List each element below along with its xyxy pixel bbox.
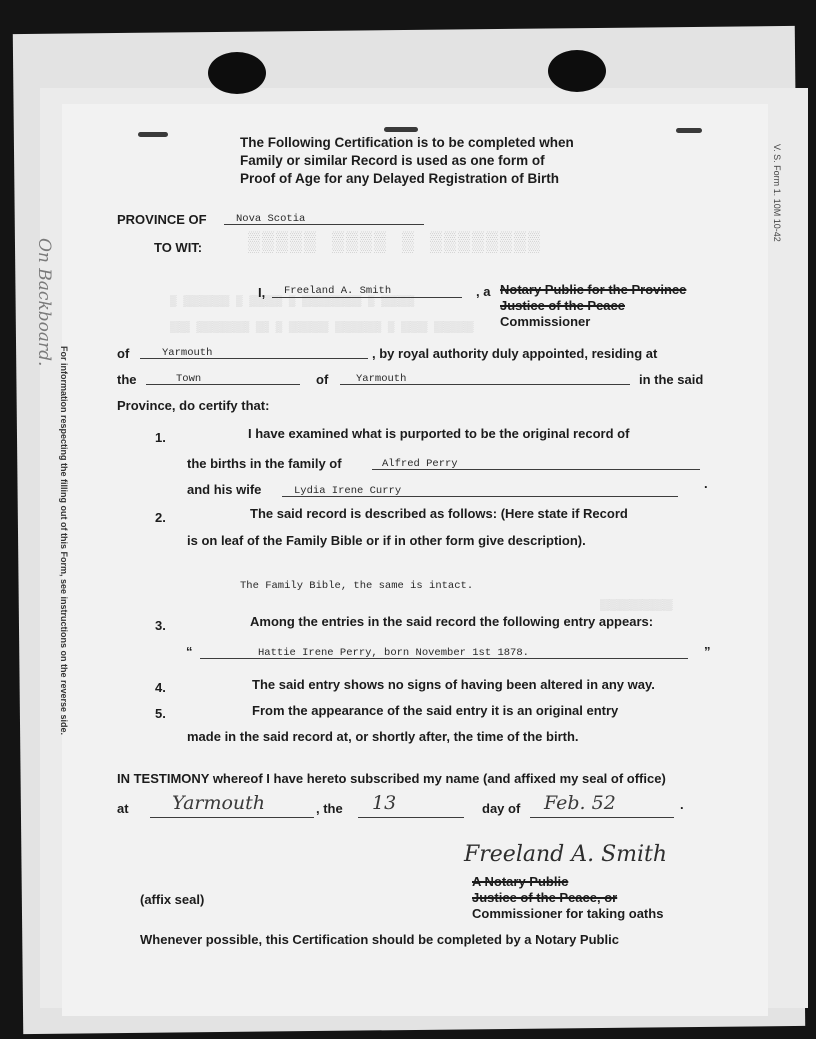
of-underline [140,358,368,359]
record-description: The Family Bible, the same is intact. [240,580,474,592]
title-justice-struck: Justice of the Peace [500,298,625,313]
item-4-text: The said entry shows no signs of having been altered in any way. [252,677,655,692]
heading-line: The Following Certification is to be completed when [240,135,574,150]
item-number-1: 1. [155,430,166,445]
sig-title-notary-struck: A Notary Public [472,874,569,889]
certifier-name: Freeland A. Smith [284,285,392,297]
clip-mark [138,132,168,137]
item-5-line-2: made in the said record at, or shortly after, the time of the birth. [187,729,579,744]
heading-line: Family or similar Record is used as one form of [240,153,545,168]
form-heading [240,134,574,188]
title-commissioner: Commissioner [500,314,591,329]
i-label: I, [258,285,266,300]
entry-underline [200,658,688,659]
item-number-4: 4. [155,680,166,695]
punch-hole-left [208,52,266,94]
at-place-handwritten: Yarmouth [172,792,266,814]
mother-name: Lydia Irene Curry [294,485,402,497]
item-3-text: Among the entries in the said record the following entry appears: [250,614,654,629]
clip-mark [384,127,418,132]
heading-line: Proof of Age for any Delayed Registration of Birth [240,171,560,186]
in-the-said-text: in the said [639,372,704,387]
of-value: Yarmouth [162,347,213,359]
of2-underline [340,384,630,385]
a-label: , a [476,284,491,299]
of-label: of [117,346,130,361]
day-underline [358,817,464,818]
testimony-text: IN TESTIMONY whereof I have hereto subscribed my name (and affixed my seal of office) [117,771,666,786]
father-underline [372,469,700,470]
mother-underline [282,496,678,497]
day-handwritten: 13 [372,792,397,814]
name-underline [272,297,462,298]
item-number-3: 3. [155,618,166,633]
side-instruction-note: For information respecting the filling out of this Form, see instructions on the reverse side. [59,346,69,736]
margin-handwriting: On Backboard. [34,238,54,367]
father-name: Alfred Perry [382,458,458,470]
month-handwritten: Feb. 52 [544,792,616,814]
births-family-of-text: the births in the family of [187,456,342,471]
open-quote-mark: “ [186,644,193,659]
title-notary-struck: Notary Public for the Province [500,282,687,297]
royal-authority-text: , by royal authority duly appointed, residing at [372,346,658,361]
period-mark: . [680,797,684,812]
his-wife-text: and his wife [187,482,262,497]
province-underline [224,224,424,225]
province-label: PROVINCE OF [117,212,207,227]
close-quote-mark: ” [704,644,711,659]
of2-value: Yarmouth [356,373,407,385]
item-number-5: 5. [155,706,166,721]
the-label: the [117,372,137,387]
at-label: at [117,801,129,816]
punch-hole-right [548,50,606,92]
footer-note: Whenever possible, this Certification should be completed by a Notary Public [140,932,619,947]
of2-label: of [316,372,329,387]
item-2-line-1: The said record is described as follows: (Here state if Record [250,506,628,521]
entry-text: Hattie Irene Perry, born November 1st 1878. [258,647,529,659]
bleed-through-text: ▒▒▒▒▒ ▒▒▒▒ ▒ ▒▒▒▒▒▒▒▒ [248,232,543,255]
to-wit-label: TO WIT: [154,240,203,255]
period-mark: . [704,476,708,491]
clip-mark [676,128,702,133]
item-5-line-1: From the appearance of the said entry it is an original entry [252,703,619,718]
month-underline [530,817,674,818]
item-2-line-2: is on leaf of the Family Bible or if in other form give description). [187,533,586,548]
at-underline [150,817,314,818]
signature: Freeland A. Smith [464,842,668,867]
form-number: V. S. Form 1. 10M 10-42 [772,144,782,242]
affix-seal-note: (affix seal) [140,892,205,907]
bleed-through-text: ▒▒▒ ▒▒▒▒▒▒▒▒ ▒▒ ▒ ▒▒▒▒▒▒ ▒▒▒▒▒▒▒ ▒ ▒▒▒▒ ▒▒▒▒▒▒ [170,322,474,334]
item-1-text: I have examined what is purported to be the original record of [248,426,630,441]
the-value: Town [176,373,202,385]
the-comma-text: , the [316,801,343,816]
the-underline [146,384,300,385]
day-of-text: day of [482,801,521,816]
province-certify-text: Province, do certify that: [117,398,270,413]
sig-title-justice-struck: Justice of the Peace, or [472,890,618,905]
province-value: Nova Scotia [236,213,306,225]
bleed-through-text: ▒ ▒▒▒▒▒▒▒ ▒ ▒▒▒▒▒ ▒ ▒▒▒▒▒▒▒▒▒ ▒ ▒▒▒▒▒ [170,296,415,308]
item-number-2: 2. [155,510,166,525]
bleed-through-text: ▒▒▒▒▒▒▒▒▒▒▒ [600,600,673,612]
sig-title-commissioner: Commissioner for taking oaths [472,906,664,921]
